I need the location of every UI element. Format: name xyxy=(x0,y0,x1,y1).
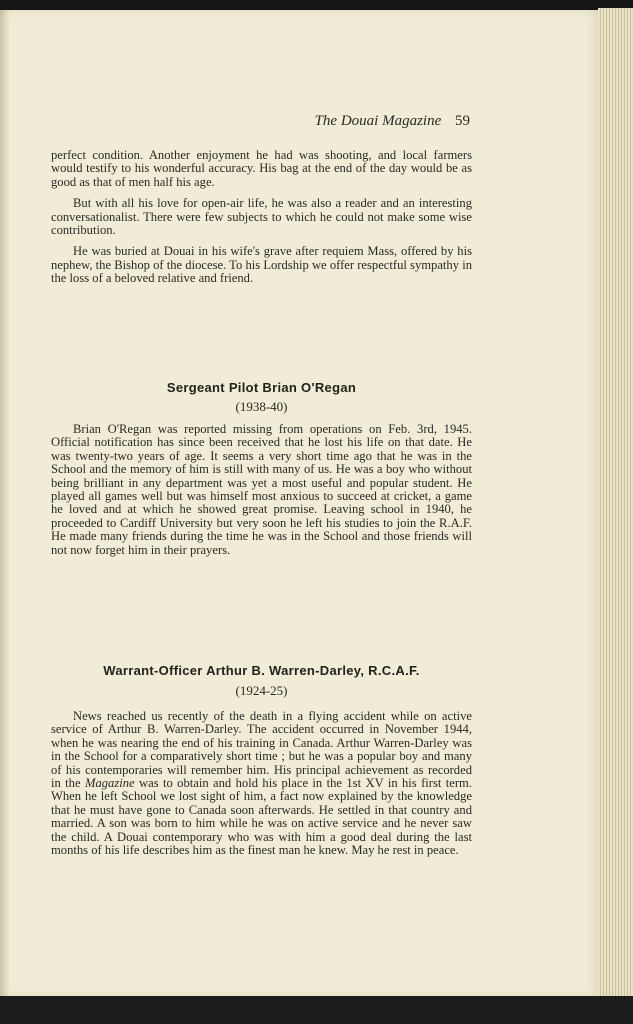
paragraph-2: But with all his love for open-air life, he was also a reader and an interesting conversationalist. There were few subjects to which he could not make some wise contribution. xyxy=(51,196,472,238)
text-before-italic: News reached us recently of the death in a flying accident while on active service of Arthur B. Warren-Darley. The accident occurred in November 1944, when he was nearing the end of his training in Canada. Arthur Warren-Darley was in the School for a comparatively short time ; but he was a popular boy and many of his contemporaries will remember him. His principal achievement as recorded in the xyxy=(51,709,472,791)
page-gutter-shadow xyxy=(0,10,10,998)
scan-bottom-edge xyxy=(0,996,633,1024)
obituary-body-oregan xyxy=(51,423,472,557)
obituary-heading-oregan: Sergeant Pilot Brian O'Regan xyxy=(166,380,357,395)
paragraph-3: He was buried at Douai in his wife's grave after requiem Mass, offered by his nephew, the Bishop of the diocese. To his Lordship we offer respectful sympathy in the loss of a beloved relative and friend. xyxy=(51,244,472,286)
page-edges-stack xyxy=(598,8,633,998)
obituary-continuation xyxy=(51,149,472,286)
paragraph-1: perfect condition. Another enjoyment he had was shooting, and local farmers would testify to his wonderful accuracy. His bag at the end of the day would be as good as that of men half his age. xyxy=(51,148,472,189)
warren-darley-paragraph xyxy=(51,710,472,857)
obituary-body-warren-darley xyxy=(51,710,472,857)
magazine-title: The Douai Magazine xyxy=(314,113,442,129)
magazine-italic: Magazine xyxy=(84,776,135,791)
text-after-italic: was to obtain and hold his place in the 1st XV in his first term. When he left School we lost sight of him, a fact now explained by the knowledge that he must have gone to Canada soon afterwards. He settled in that country and married. A son was born to him while he was on active service and he never saw the child. A Douai contemporary who was with him a good deal during the last months of his life describes him as the finest man he knew. May he rest in peace. xyxy=(51,776,472,858)
obituary-years-oregan: (1938-40) xyxy=(235,399,288,414)
oregan-paragraph: Brian O'Regan was reported missing from operations on Feb. 3rd, 1945. Official notification has since been received that he lost his life on that date. He was twenty-two years of age. It seems a very short time ago that he was in the School and the memory of him is still with many of us. He was a boy who without being brilliant in any department was yet a most useful and popular student. He played all games well but was himself most anxious to succeed at cricket, a game he loved and at which he showed great promise. Leaving school in 1940, he proceeded to Cardiff University but very soon he left his studies to join the R.A.F. He made many friends during the time he was in the School and those friends will not now forget him in their prayers. xyxy=(51,422,472,557)
running-header xyxy=(315,113,470,130)
page-number: 59 xyxy=(455,113,470,129)
obituary-years-warren-darley: (1924-25) xyxy=(235,683,288,698)
obituary-heading-warren-darley: Warrant-Officer Arthur B. Warren-Darley, R.C.A.F. xyxy=(103,663,420,678)
